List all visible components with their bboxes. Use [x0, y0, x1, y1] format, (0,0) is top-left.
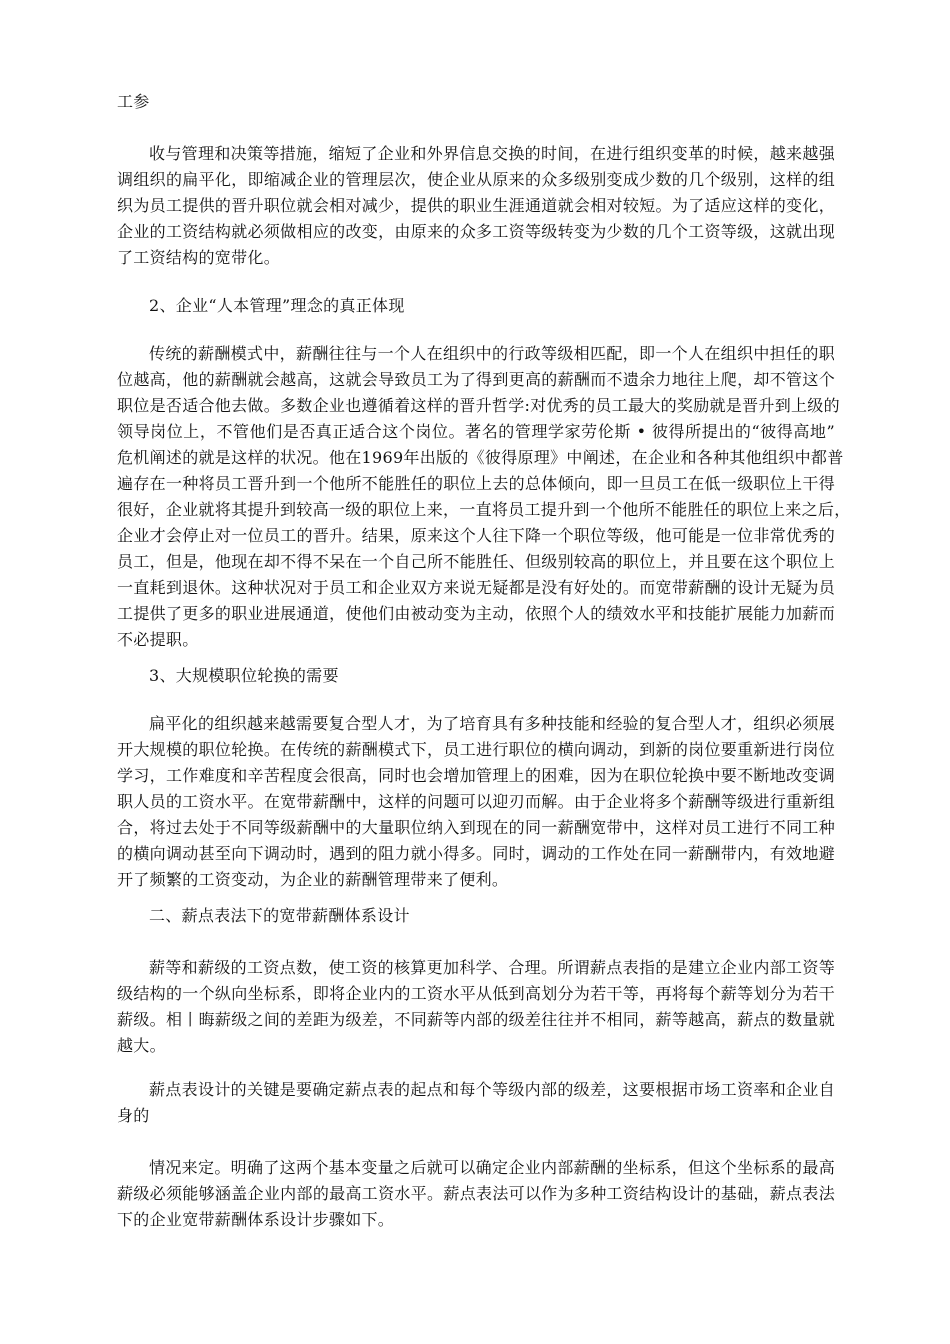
- heading-3: [117, 663, 835, 689]
- heading-text: 2、企业“人本管理”理念的真正体现: [149, 296, 405, 315]
- heading-2: [117, 293, 835, 319]
- heading-text: 3、大规模职位轮换的需要: [149, 666, 339, 685]
- paragraph-intro: [117, 141, 835, 271]
- text-line: 织为员工提供的晋升职位就会相对减少，提供的职业生涯通道就会相对较短。为了适应这样的变化，: [117, 196, 835, 215]
- text-line: 身的: [117, 1106, 150, 1125]
- text-line: 遍存在一种将员工晋升到一个他所不能胜任的职位上去的总体倾向，即一旦员工在低一级职位上干得: [117, 474, 835, 493]
- text-line: 情况来定。明确了这两个基本变量之后就可以确定企业内部薪酬的坐标系，但这个坐标系的最高: [149, 1158, 835, 1177]
- text-line: 下的企业宽带薪酬体系设计步骤如下。: [117, 1210, 395, 1229]
- text-line: 薪级必须能够涵盖企业内部的最高工资水平。薪点表法可以作为多种工资结构设计的基础，薪点表法: [117, 1184, 835, 1203]
- text-line: 越大。: [117, 1036, 166, 1055]
- text-line: 工参: [117, 92, 150, 111]
- text-line: 工提供了更多的职业进展通道，使他们由被动变为主动，依照个人的绩效水平和技能扩展能力加薪而: [117, 604, 835, 623]
- text-line: 开了频繁的工资变动，为企业的薪酬管理带来了便利。: [117, 870, 509, 889]
- text-line: 收与管理和决策等措施，缩短了企业和外界信息交换的时间，在进行组织变革的时候，越来越强: [149, 144, 835, 163]
- text-line: 很好，企业就将其提升到较高一级的职位上来，一直将员工提升到一个他所不能胜任的职位上来之后，: [117, 500, 851, 519]
- text-line: 级结构的一个纵向坐标系，即将企业内的工资水平从低到高划分为若干等，再将每个薪等划分为若干: [117, 984, 835, 1003]
- text-line: 薪级。相丨晦薪级之间的差距为级差，不同薪等内部的级差往往并不相同，薪等越高，薪点的数量就: [117, 1010, 835, 1029]
- text-line: 扁平化的组织越来越需要复合型人才，为了培育具有多种技能和经验的复合型人才，组织必须展: [149, 714, 835, 733]
- text-line: 企业才会停止对一位员工的晋升。结果，原来这个人往下降一个职位等级，他可能是一位非常优秀的: [117, 526, 835, 545]
- text-line: 传统的薪酬模式中，薪酬往往与一个人在组织中的行政等级相匹配，即一个人在组织中担任的职: [149, 344, 835, 363]
- text-line: 职人员的工资水平。在宽带薪酬中，这样的问题可以迎刃而解。由于企业将多个薪酬等级进行重新组: [117, 792, 835, 811]
- text-line: 合，将过去处于不同等级薪酬中的大量职位纳入到现在的同一薪酬宽带中，这样对员工进行不同工种: [117, 818, 835, 837]
- text-line: 的横向调动甚至向下调动时，遇到的阻力就小得多。同时，调动的工作处在同一薪酬带内，有效地避: [117, 844, 835, 863]
- top-fragment: [117, 89, 835, 115]
- text-line: 开大规模的职位轮换。在传统的薪酬模式下，员工进行职位的横向调动，到新的岗位要重新进行岗位: [117, 740, 835, 759]
- text-line: 企业的工资结构就必须做相应的改变，由原来的众多工资等级转变为少数的几个工资等级，这就出现: [117, 222, 835, 241]
- paragraph-salary-points: [117, 955, 835, 1059]
- paragraph-peter-principle: [117, 341, 851, 653]
- text-line: 一直耗到退休。这种状况对于员工和企业双方来说无疑都是没有好处的。而宽带薪酬的设计无疑为员: [117, 578, 835, 597]
- paragraph-key-design: [117, 1077, 835, 1129]
- paragraph-job-rotation: [117, 711, 835, 893]
- text-line: 不必提职。: [117, 630, 199, 649]
- text-line: 危机阐述的就是这样的状况。他在1969年出版的《彼得原理》中阐述，在企业和各种其他组织中都普: [117, 448, 844, 467]
- heading-section-2: [117, 903, 835, 929]
- paragraph-final: [117, 1155, 835, 1233]
- text-line: 调组织的扁平化，即缩减企业的管理层次，使企业从原来的众多级别变成少数的几个级别，这样的组: [117, 170, 835, 189]
- heading-text: 二、薪点表法下的宽带薪酬体系设计: [149, 906, 410, 925]
- text-line: 了工资结构的宽带化。: [117, 248, 281, 267]
- text-line: 位越高，他的薪酬就会越高，这就会导致员工为了得到更高的薪酬而不遗余力地往上爬，却不管这个: [117, 370, 835, 389]
- text-line: 职位是否适合他去做。多数企业也遵循着这样的晋升哲学:对优秀的员工最大的奖励就是晋升到上级的: [117, 396, 840, 415]
- text-line: 薪等和薪级的工资点数，使工资的核算更加科学、合理。所谓薪点表指的是建立企业内部工资等: [149, 958, 835, 977]
- text-line: 员工，但是，他现在却不得不呆在一个自己所不能胜任、但级别较高的职位上，并且要在这个职位上: [117, 552, 835, 571]
- text-line: 薪点表设计的关键是要确定薪点表的起点和每个等级内部的级差，这要根据市场工资率和企业自: [149, 1080, 835, 1099]
- text-line: 学习，工作难度和辛苦程度会很高，同时也会增加管理上的困难，因为在职位轮换中要不断地改变调: [117, 766, 835, 785]
- text-line: 领导岗位上，不管他们是否真正适合这个岗位。著名的管理学家劳伦斯 • 彼得所提出的“彼得高地”: [117, 422, 835, 441]
